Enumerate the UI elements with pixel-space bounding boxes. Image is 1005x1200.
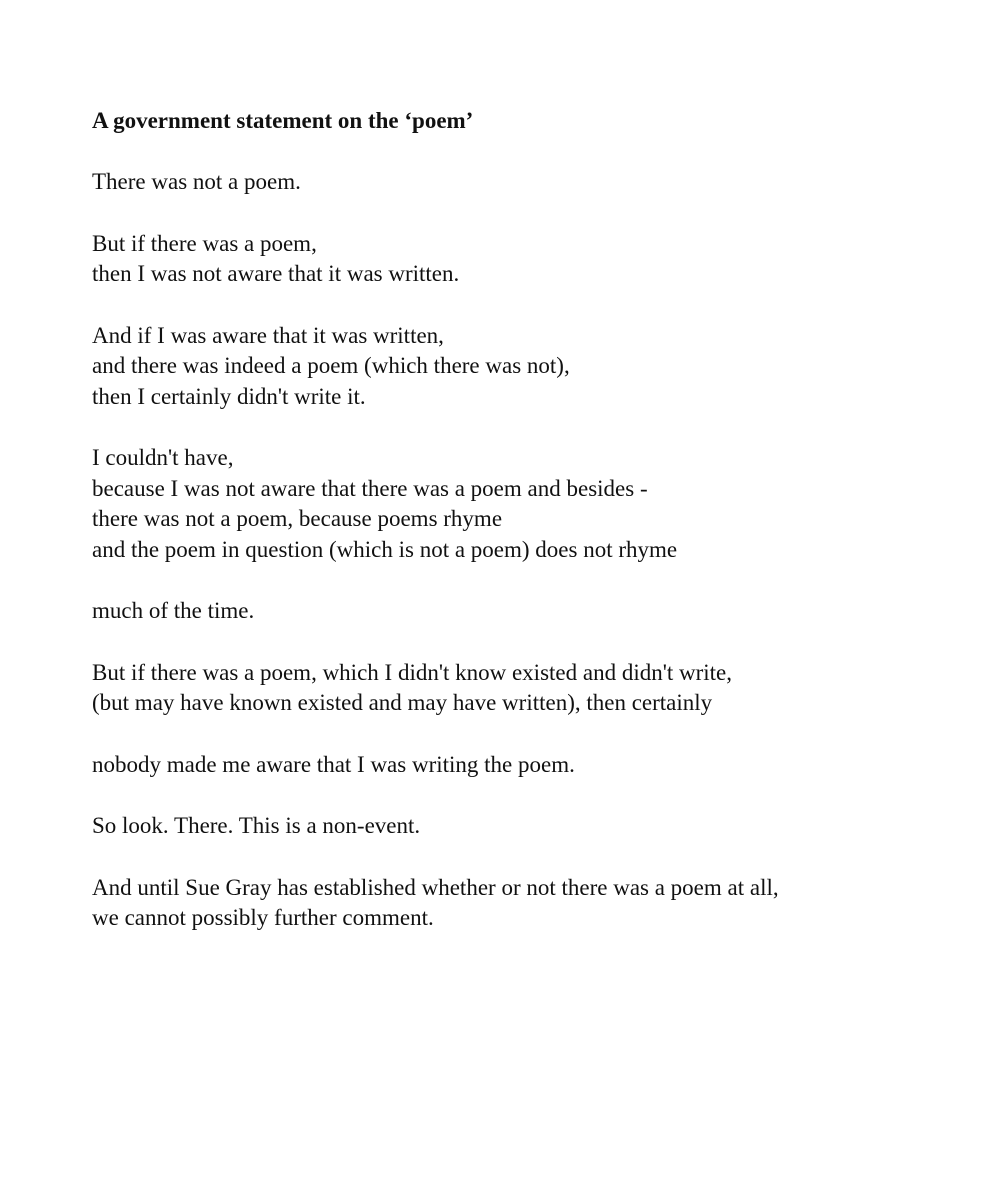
poem-line: because I was not aware that there was a poem and besides - (92, 475, 648, 501)
poem-line: and the poem in question (which is not a poem) does not rhyme (92, 536, 678, 562)
poem-line: So look. There. This is a non-event. (92, 813, 421, 838)
stanza (92, 811, 952, 842)
poem-line: nobody made me aware that I was writing the poem. (92, 751, 575, 777)
stanza (92, 873, 952, 934)
document-title: A government statement on the ‘poem’ (92, 108, 474, 133)
document-page (92, 106, 952, 965)
stanza (92, 167, 952, 198)
poem-line: and there was indeed a poem (which there was not), (92, 353, 570, 378)
stanza (92, 596, 952, 627)
poem-line: (but may have known existed and may have written), then certainly (92, 690, 713, 715)
poem-line: But if there was a poem, (92, 230, 317, 256)
stanza (92, 443, 952, 565)
stanza (92, 658, 952, 719)
poem-line: there was not a poem, because poems rhyme (92, 506, 503, 531)
poem-line: we cannot possibly further comment. (92, 905, 434, 930)
poem-line: much of the time. (92, 598, 255, 623)
poem-line: then I was not aware that it was written. (92, 261, 460, 286)
poem-line: There was not a poem. (92, 169, 301, 194)
poem-line: I couldn't have, (92, 445, 234, 470)
poem-line: then I certainly didn't write it. (92, 383, 366, 409)
stanza (92, 229, 952, 290)
stanza (92, 750, 952, 781)
stanza (92, 321, 952, 413)
poem-line: And until Sue Gray has established whether or not there was a poem at all, (92, 874, 779, 900)
poem-line: But if there was a poem, which I didn't know existed and didn't write, (92, 659, 733, 685)
poem-line: And if I was aware that it was written, (92, 322, 444, 348)
